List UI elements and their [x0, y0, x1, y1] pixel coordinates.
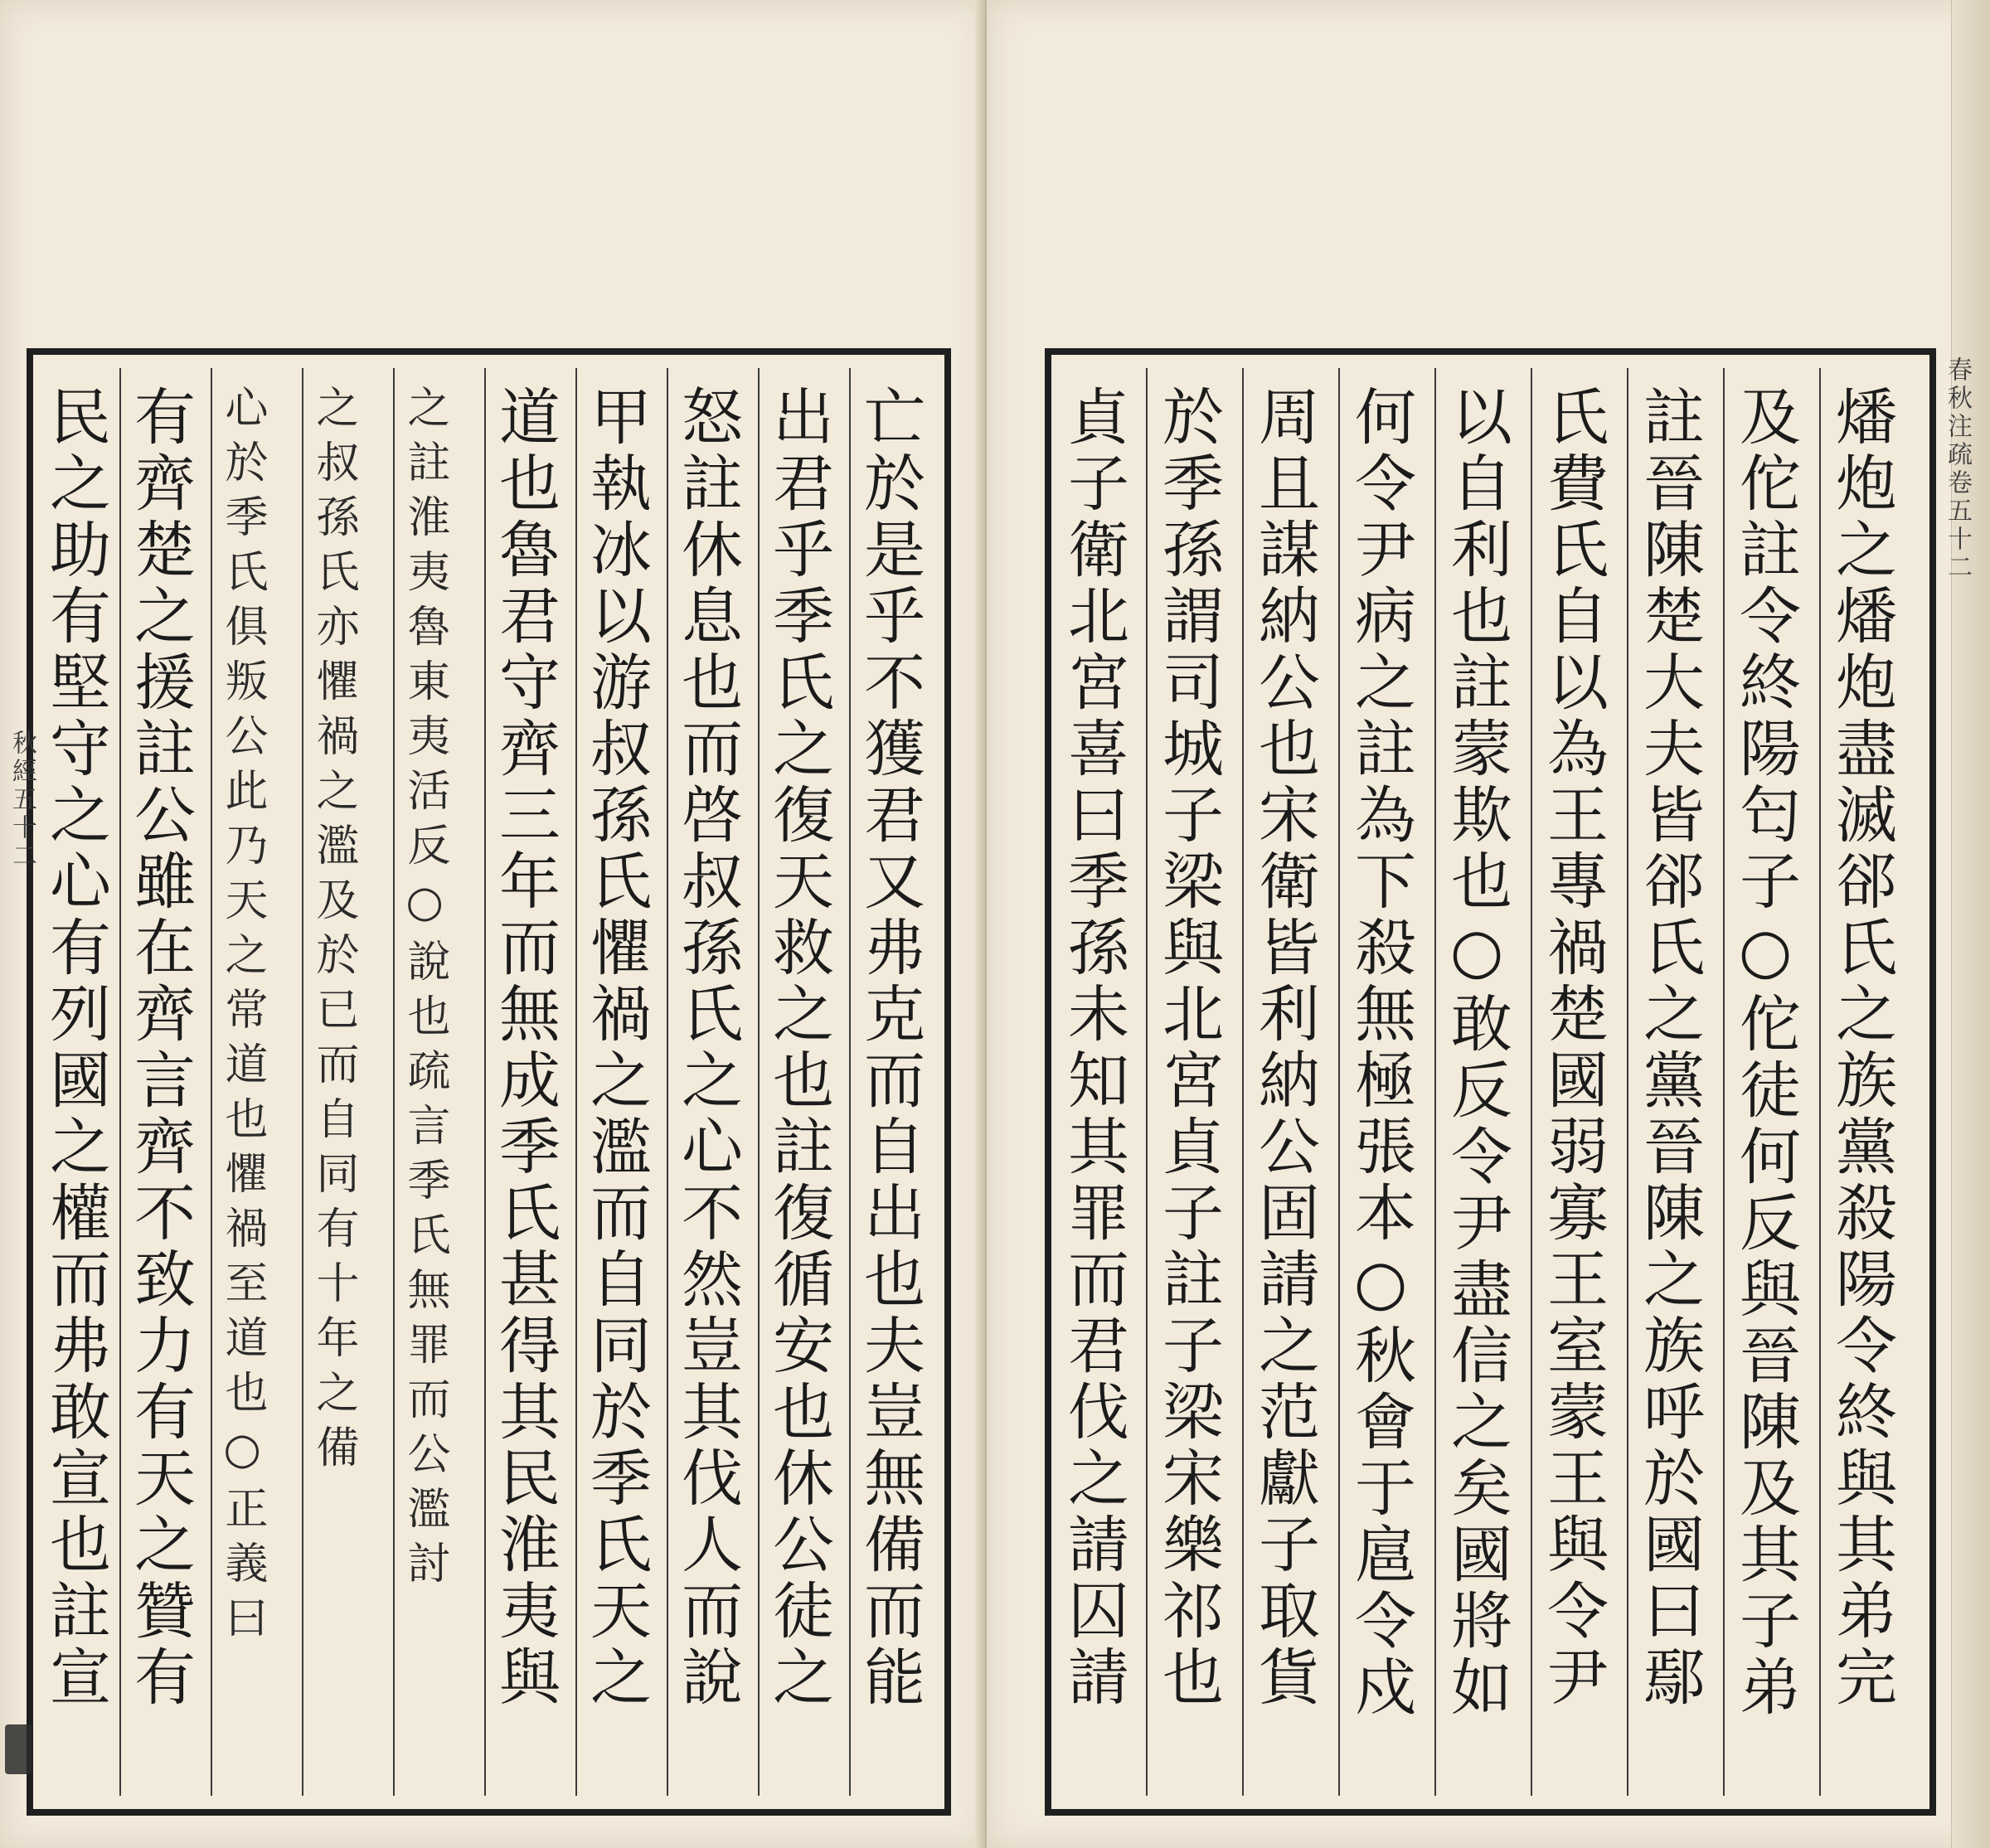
column-rule: [211, 368, 212, 1796]
column-rule: [575, 368, 577, 1796]
right-text-frame: [1045, 348, 1936, 1816]
text-column: 及佗註令終陽匄子○佗徒何反與晉陳及其子弟: [1730, 385, 1801, 1721]
text-column: 亡於是乎不獲君又弗克而自出也夫豈無備而能: [854, 385, 925, 1711]
column-rule: [1434, 368, 1436, 1796]
text-column: 怒註休息也而啓叔孫氏之心不然豈其伐人而說: [672, 385, 743, 1711]
column-rule: [1338, 368, 1340, 1796]
column-rule: [758, 368, 760, 1796]
column-rule: [302, 368, 303, 1796]
column-rule: [484, 368, 486, 1796]
text-column: 民之助有堅守之心有列國之權而弗敢宣也註宣: [40, 385, 111, 1711]
ink-mark-icon: [5, 1724, 32, 1774]
text-column: 氏費氏自以為王專禍楚國弱寡王室蒙王與令尹: [1537, 385, 1609, 1711]
column-rule: [1627, 368, 1628, 1796]
column-rule: [1242, 368, 1244, 1796]
column-rule: [119, 368, 121, 1796]
column-rule: [1146, 368, 1148, 1796]
left-text-frame: [27, 348, 951, 1816]
text-column: 貞子衛北宮喜曰季孫未知其罪而君伐之請囚請: [1058, 385, 1129, 1711]
margin-label: 秋經五十二: [7, 730, 36, 871]
column-rule: [1819, 368, 1821, 1796]
text-column: 道也魯君守齊三年而無成季氏甚得其民淮夷與: [489, 385, 561, 1711]
margin-label: 春秋注疏卷五十二: [1943, 357, 1972, 582]
column-rule: [1531, 368, 1532, 1796]
text-column: 有齊楚之援註公雖在齊言齊不致力有天之贊有: [124, 385, 196, 1711]
page-edge: [1951, 0, 1990, 1848]
text-column: 之註淮夷魯東夷活反○說也疏言季氏無罪而公濫討: [400, 385, 449, 1595]
text-column: 以自利也註蒙欺也○敢反令尹盡信之矣國將如: [1441, 385, 1512, 1721]
text-column: 註晉陳楚大夫皆郤氏之黨晉陳之族呼於國曰鄢: [1633, 385, 1705, 1711]
column-rule: [667, 368, 668, 1796]
column-rule: [1723, 368, 1725, 1796]
column-rule: [393, 368, 395, 1796]
text-column: 之叔孫氏亦懼禍之濫及於已而自同有十年之備: [308, 385, 358, 1479]
text-column: 於季孫謂司城子梁與北宮貞子註子梁宋樂祁也: [1153, 385, 1224, 1711]
text-column: 燔炮之燔炮盡滅郤氏之族黨殺陽令終與其弟完: [1826, 385, 1897, 1711]
text-column: 出君乎季氏之復天救之也註復循安也休公徒之: [763, 385, 834, 1711]
text-column: 甲執冰以游叔孫氏懼禍之濫而自同於季氏天之: [580, 385, 652, 1711]
text-column: 心於季氏俱叛公此乃天之常道也懼禍至道也○正義曰: [217, 385, 267, 1650]
left-page: [0, 0, 987, 1848]
column-rule: [849, 368, 851, 1796]
text-column: 周且謀納公也宋衛皆利納公固請之范獻子取貨: [1249, 385, 1320, 1711]
text-column: 何令尹病之註為下殺無極張本○秋會于扈令戍: [1345, 385, 1416, 1721]
